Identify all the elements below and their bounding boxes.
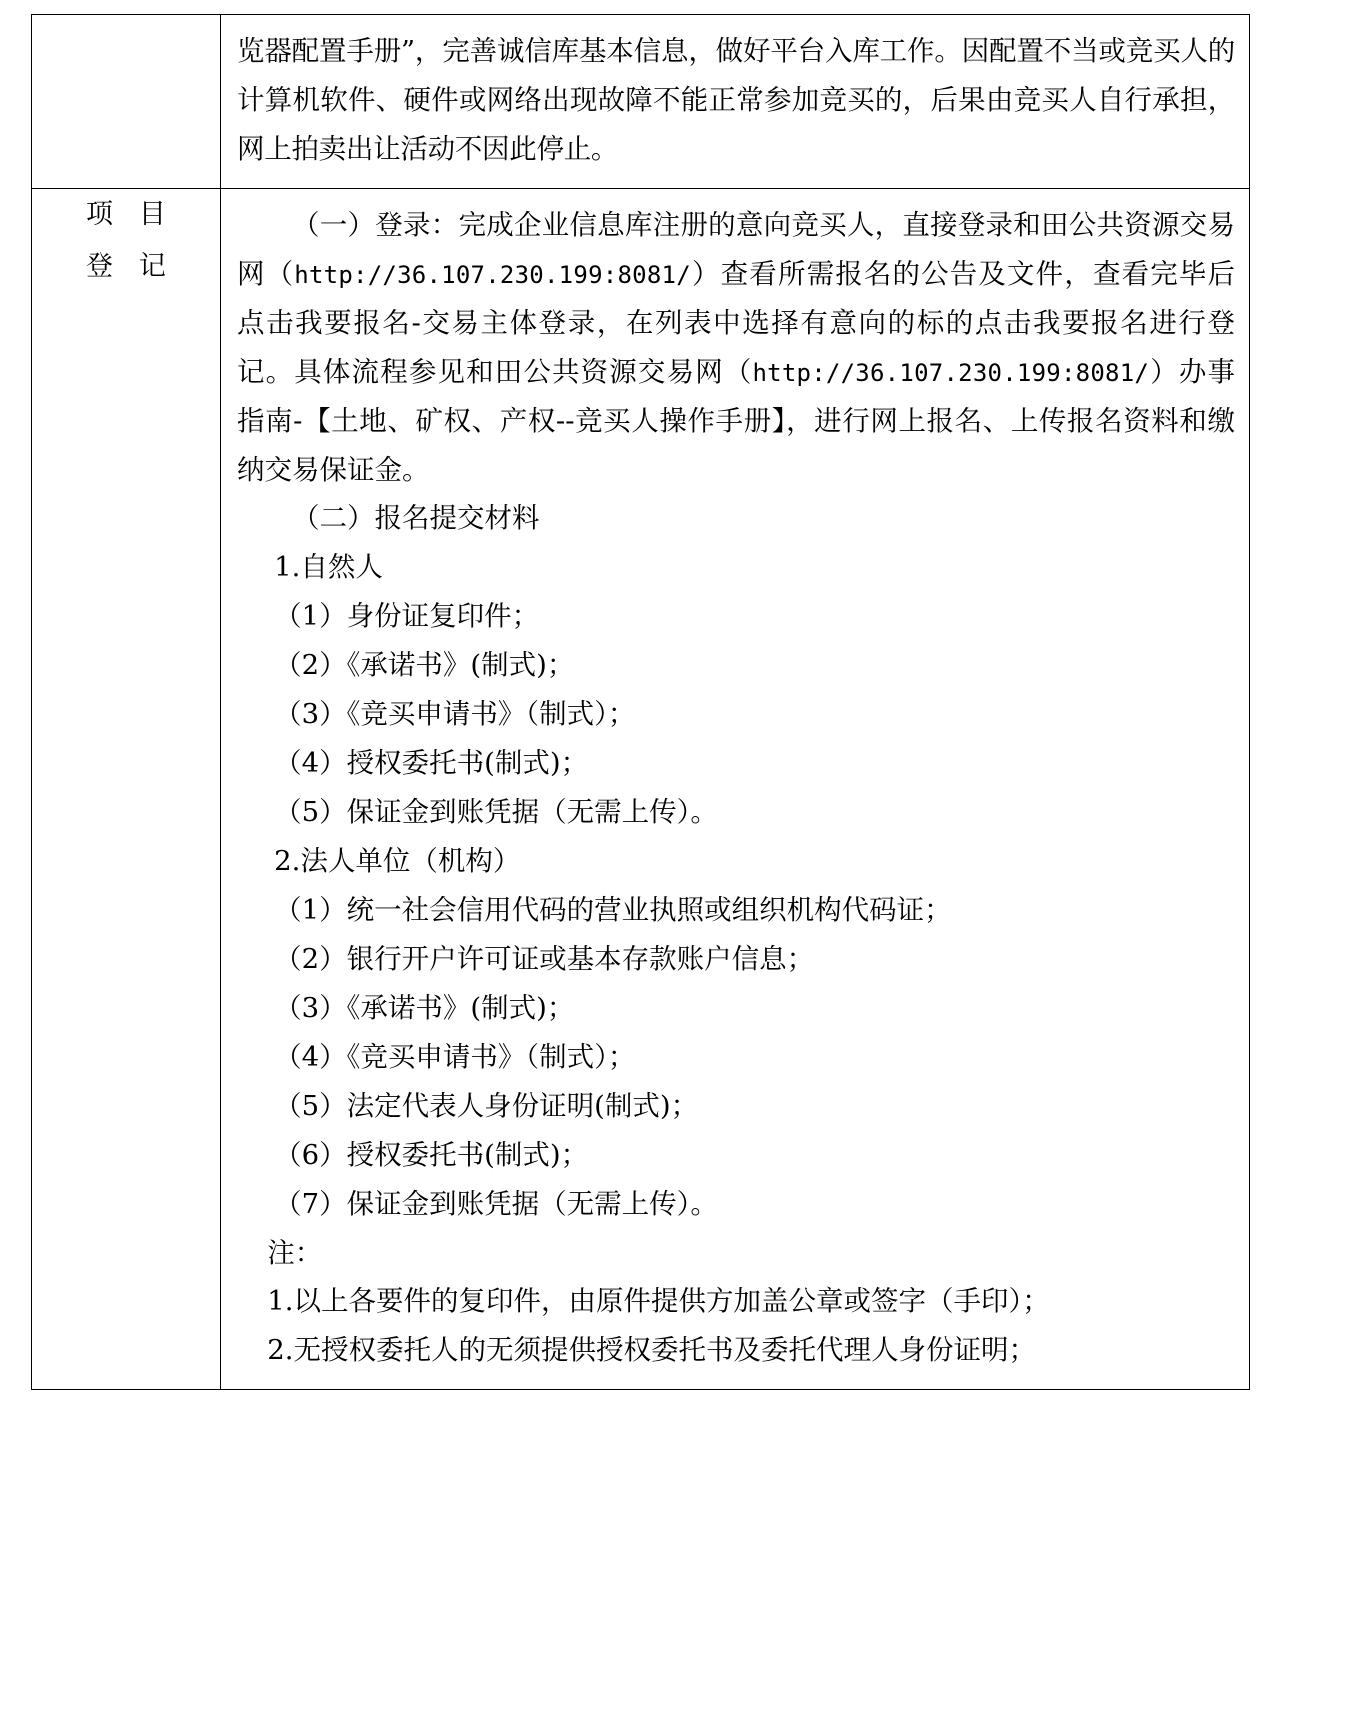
login-text-1: （一）登录：完成企业信息库注册的意向竞买人，直接登录和田公共资源交易网（ bbox=[237, 208, 1235, 290]
paragraph-le-item-6: （6）授权委托书(制式)； bbox=[274, 1138, 589, 1171]
row-label-line-1: 项 目 bbox=[86, 198, 175, 230]
paragraph-note-1: 1.以上各要件的复印件，由原件提供方加盖公章或签字（手印）； bbox=[267, 1285, 1050, 1318]
requirements-table bbox=[31, 14, 1250, 1390]
login-text-3: ）办事指南-【土地、矿权、产权--竞买人操作手册】，进行网上报名、上传报名资料和缴纳交易保证金。 bbox=[237, 355, 1236, 486]
paragraph-np-item-4: （4）授权委托书(制式)； bbox=[274, 747, 589, 780]
table-body bbox=[32, 15, 1250, 1390]
login-url-1: http://36.107.230.199:8081/ bbox=[294, 260, 691, 289]
row-content-cell-continued bbox=[221, 15, 1250, 189]
paragraph-le-item-1: （1）统一社会信用代码的营业执照或组织机构代码证； bbox=[274, 893, 952, 926]
paragraph-materials-heading: （二）报名提交材料 bbox=[292, 502, 540, 535]
paragraph-legal-entity-heading: 2.法人单位（机构） bbox=[274, 845, 521, 877]
paragraph-le-item-5: （5）法定代表人身份证明(制式)； bbox=[274, 1089, 699, 1122]
continued-paragraph-block bbox=[221, 15, 1249, 188]
paragraph-le-item-2: （2）银行开户许可证或基本存款账户信息； bbox=[274, 942, 815, 975]
row-label-line-2: 登 记 bbox=[86, 251, 175, 283]
login-text-2: ）查看所需报名的公告及文件，查看完毕后点击我要报名-交易主体登录，在列表中选择有意向的标的点击我要报名进行登记。具体流程参见和田公共资源交易网（ bbox=[237, 257, 1236, 388]
paragraph-np-item-2: （2）《承诺书》(制式)； bbox=[274, 649, 575, 682]
paragraph-np-item-1: （1）身份证复印件； bbox=[274, 600, 540, 633]
table-row bbox=[32, 15, 1250, 189]
row-content-cell-registration bbox=[221, 188, 1250, 1390]
row-label-cell-registration bbox=[32, 188, 221, 1390]
paragraph-natural-person-heading: 1.自然人 bbox=[274, 551, 383, 584]
paragraph-note-heading: 注： bbox=[267, 1236, 323, 1269]
row-label-cell-continued bbox=[32, 15, 221, 189]
paragraph-login bbox=[237, 201, 1235, 495]
paragraph-np-item-3: （3）《竞买申请书》（制式）； bbox=[274, 698, 636, 731]
paragraph-note-2: 2.无授权委托人的无须提供授权委托书及委托代理人身份证明； bbox=[267, 1334, 1036, 1367]
table-row bbox=[32, 188, 1250, 1390]
paragraph-le-item-3: （3）《承诺书》(制式)； bbox=[274, 991, 575, 1024]
login-url-2: http://36.107.230.199:8081/ bbox=[752, 358, 1150, 387]
paragraph-le-item-7: （7）保证金到账凭据（无需上传）。 bbox=[274, 1187, 718, 1220]
paragraph-np-item-5: （5）保证金到账凭据（无需上传）。 bbox=[274, 796, 718, 829]
continued-paragraph: 览器配置手册”，完善诚信库基本信息，做好平台入库工作。因配置不当或竞买人的计算机软件、硬件或网络出现故障不能正常参加竞买的，后果由竞买人自行承担，网上拍卖出让活动不因此停止。 bbox=[237, 35, 1235, 165]
registration-content-block bbox=[221, 189, 1249, 1390]
paragraph-le-item-4: （4）《竞买申请书》（制式）； bbox=[274, 1040, 636, 1073]
